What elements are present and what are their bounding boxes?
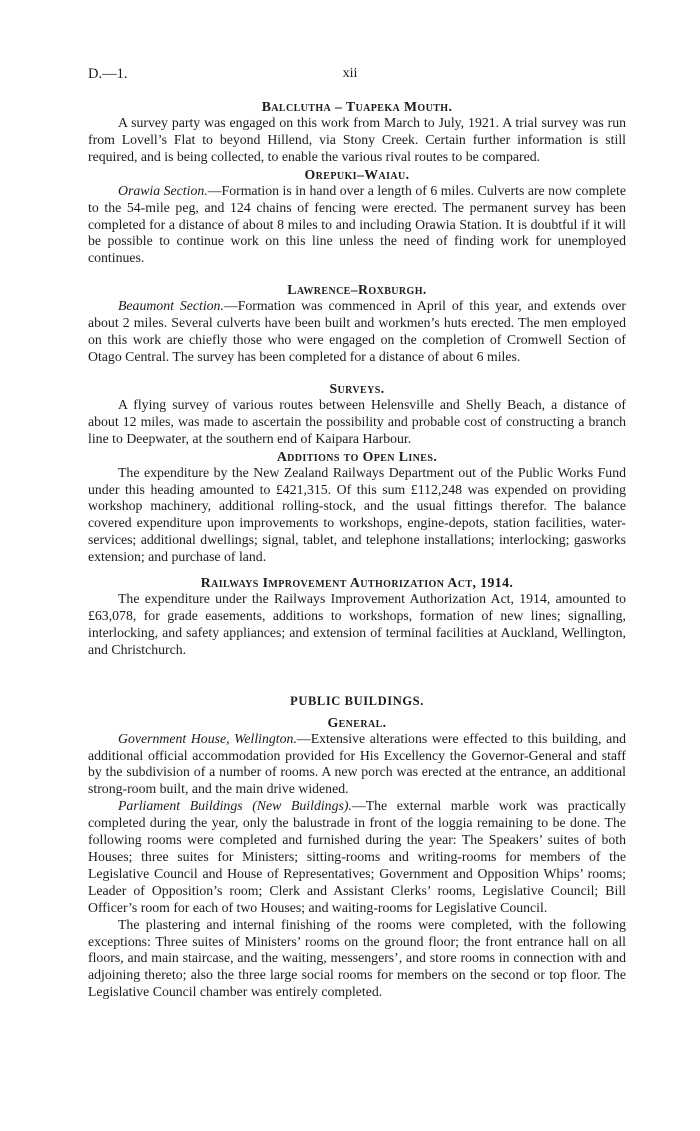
paragraph-lawrence bbox=[88, 298, 626, 366]
paragraph-balclutha: A survey party was engaged on this work from March to July, 1921. A trial survey was run from Lovell’s Flat to beyond Hillend, via Stony Creek. Certain further information is still required, and is being collected, to enable the various rival routes to be compared. bbox=[88, 115, 626, 164]
paragraph-additions: The expenditure by the New Zealand Railways Department out of the Public Works Fund under this heading amounted to £421,315. Of this sum £112,248 was expended on providing workshop machinery, additional rolling-stock, and the usual fittings therefor. The balance covered expenditure upon improvements to workshops, engine-depots, station facilities, water-services; additional dwellings; signal, tablet, and telephone installations; interlocking; gasworks extension; and purchase of land. bbox=[88, 464, 626, 565]
subsection-orawia: Orawia Section. bbox=[118, 182, 208, 198]
page-body bbox=[88, 98, 626, 1001]
section-title-orepuki: Orepuki–Waiau. bbox=[304, 166, 410, 182]
paragraph-parliament-buildings-text: —The external marble work was practically completed during the year, only the balustrade in front of the loggia remaining to be done. The following rooms were completed and furnished during the year: The Speakers’ suites of both Houses; three suites for Ministers; sitting-rooms and writing-rooms for members of the Legislative Council and House of Representatives; Government and Opposition Whips’ rooms; Leader of Opposition’s room; Clerk and Assistant Clerks’ rooms, Legislative Council; Bill Officer’s room for each of two Houses; and waiting-rooms for Legislative Council. bbox=[88, 798, 626, 915]
subsection-parliament-buildings: Parliament Buildings (New Buildings). bbox=[118, 798, 352, 814]
subsection-beaumont: Beaumont Section. bbox=[118, 298, 224, 314]
page-number: xii bbox=[342, 66, 358, 81]
paragraph-government-house bbox=[88, 731, 626, 799]
subsection-government-house: Government House, Wellington. bbox=[118, 730, 297, 746]
paragraph-orepuki-text: —Formation is in hand over a length of 6 miles. Culverts are now complete to the 54-mile peg, and 124 chains of fencing were erected. The permanent survey has been completed for a distance of about 8 miles to and including Orawia Station. It is doubtful if it will be possible to continue work on this line unless the need of finding work for unemployed continues. bbox=[88, 182, 626, 266]
section-title-lawrence: Lawrence–Roxburgh. bbox=[287, 282, 427, 298]
page-header bbox=[0, 66, 700, 86]
part-title-public-buildings: PUBLIC BUILDINGS. bbox=[290, 693, 424, 708]
section-title-balclutha: Balclutha – Tuapeka Mouth. bbox=[261, 99, 453, 114]
document-reference: D.—1. bbox=[88, 66, 128, 82]
section-title-railways-act: Railways Improvement Authorization Act, 1914. bbox=[200, 575, 514, 591]
paragraph-surveys: A flying survey of various routes between Helensville and Shelly Beach, a distance of about 12 miles, was made to ascertain the possibility and probable cost of constructing a branch line to Deepwater, at the southern end of Kaipara Harbour. bbox=[88, 396, 626, 446]
section-title-additions: Additions to Open Lines. bbox=[276, 448, 438, 464]
paragraph-lawrence-text: —Formation was commenced in April of this year, and extends over about 2 miles. Several culverts have been built and workmen’s huts erected. The men employed on this work are chiefly those who were engaged on the completion of Cromwell Section of Otago Central. The survey has been completed for a distance of about 6 miles. bbox=[88, 298, 627, 364]
paragraph-government-house-text: —Extensive alterations were effected to this building, and additional official accommodation provided for His Excellency the Governor-General and staff by the subdivision of a number of rooms. A new porch was erected at the entrance, an additional strong-room built, and the main drive widened. bbox=[88, 730, 627, 797]
paragraph-railways-act: The expenditure under the Railways Improvement Authorization Act, 1914, amounted to £63,078, for grade easements, additions to workshops, formation of new lines; signalling, interlocking, and safety appliances; and extension of terminal facilities at Auckland, Wellington, and Christchurch. bbox=[88, 591, 626, 657]
paragraph-parliament-buildings bbox=[88, 798, 626, 916]
paragraph-plastering: The plastering and internal finishing of the rooms were completed, with the following exceptions: Three suites of Ministers’ rooms on the ground floor; the front entrance hall on all floors, and main staircase, and the waiting, messengers’, and store rooms in connection with and adjoining thereto; also the three large social rooms for members on the second or top floor. The Legislative Council chamber was entirely completed. bbox=[88, 916, 626, 1000]
section-title-surveys: Surveys. bbox=[329, 380, 385, 396]
section-title-general: General. bbox=[327, 714, 387, 730]
paragraph-orepuki bbox=[88, 183, 626, 268]
